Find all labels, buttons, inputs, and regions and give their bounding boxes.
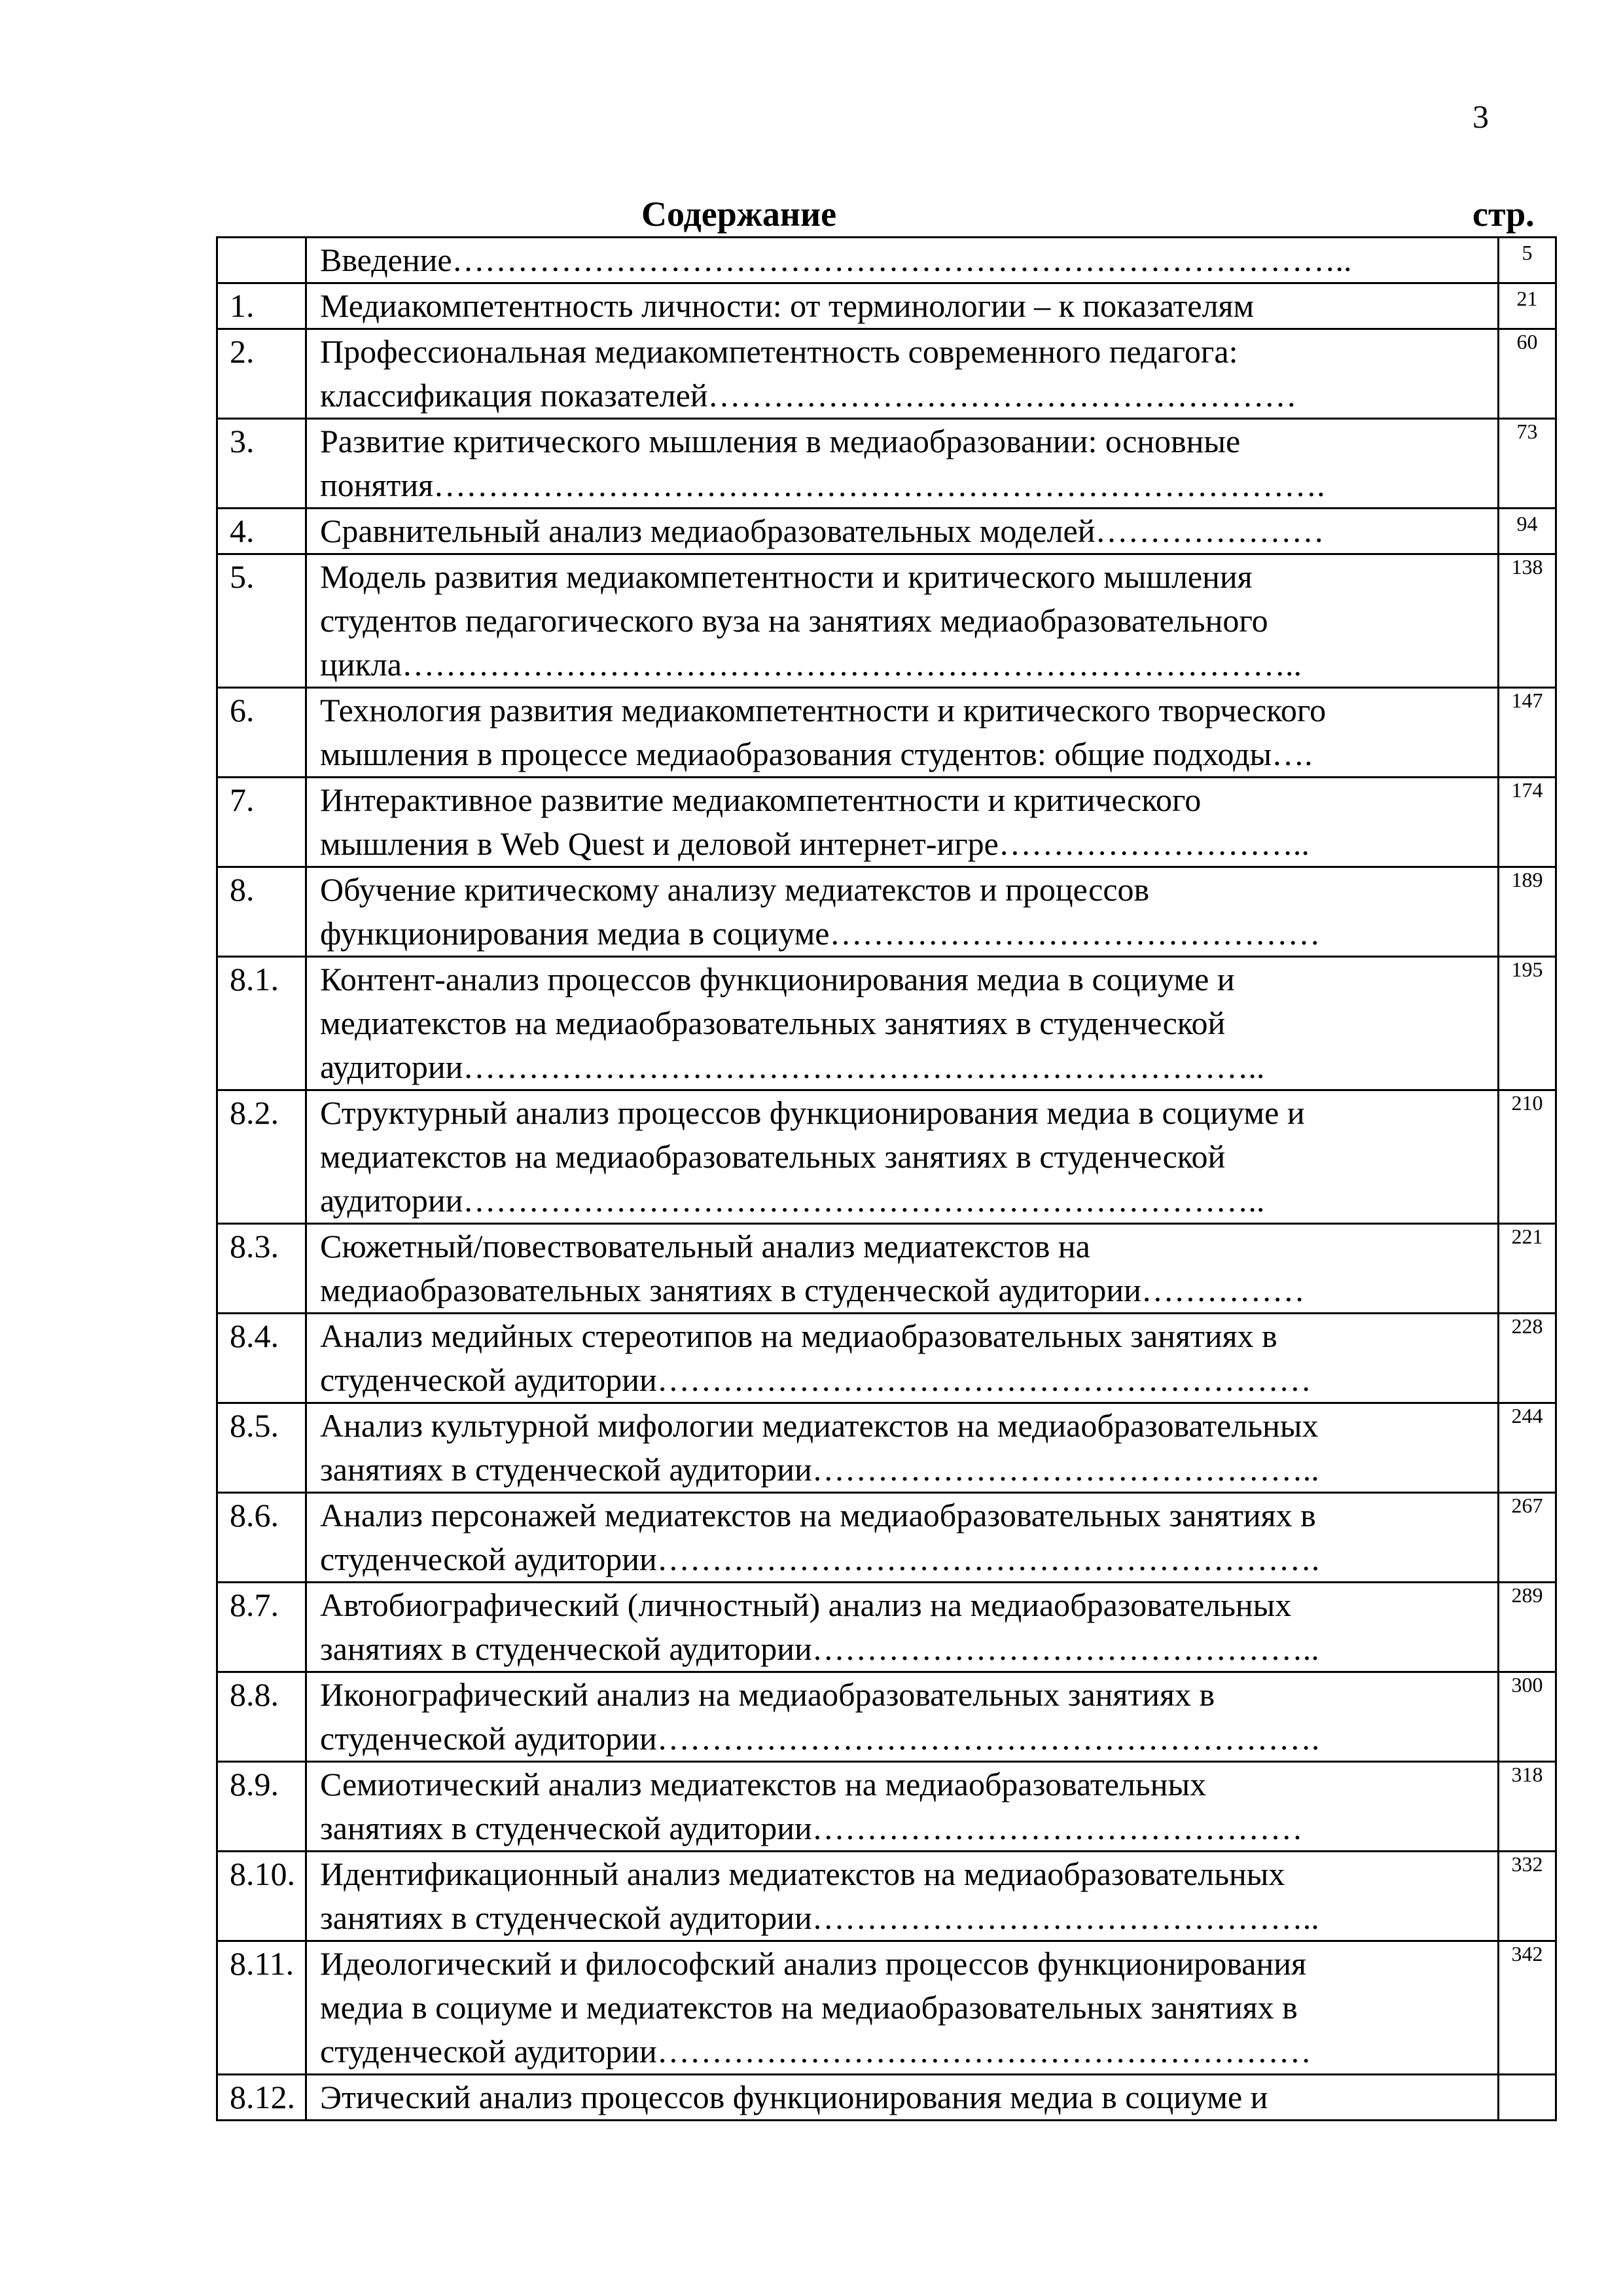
toc-body: [217, 238, 1556, 2121]
toc-entry-title: [306, 509, 1499, 554]
toc-entry-title-line: Этический анализ процессов функционирования медиа в социуме и: [320, 2079, 1268, 2115]
toc-entry-title: [306, 419, 1499, 509]
toc-entry-title-line: Развитие критического мышления в медиаобразовании: основные: [320, 423, 1241, 459]
toc-row: [217, 554, 1556, 688]
toc-entry-number: 8.6.: [217, 1493, 306, 1583]
toc-entry-title-line: аудитории………………………………………………………………..: [320, 1182, 1265, 1219]
toc-entry-title: [306, 1762, 1499, 1852]
toc-entry-title-line: цикла………………………………………………………………………..: [320, 646, 1302, 683]
toc-entry-title-line: Структурный анализ процессов функционирования медиа в социуме и: [320, 1094, 1305, 1131]
toc-row: [217, 1762, 1556, 1852]
toc-row: [217, 419, 1556, 509]
toc-row: [217, 283, 1556, 329]
toc-row: [217, 329, 1556, 419]
toc-entry-number: 8.8.: [217, 1672, 306, 1762]
toc-entry-title-line: Контент-анализ процессов функционирования медиа в социуме и: [320, 961, 1235, 997]
toc-entry-page: 5: [1499, 238, 1556, 283]
toc-entry-title: [306, 329, 1499, 419]
toc-entry-title-line: Идентификационный анализ медиатекстов на медиаобразовательных: [320, 1856, 1285, 1892]
page-number: 3: [1472, 98, 1489, 135]
toc-entry-title-line: занятиях в студенческой аудитории………………………………………: [320, 1810, 1303, 1846]
toc-entry-page: 195: [1499, 957, 1556, 1090]
toc-entry-number: 8.3.: [217, 1224, 306, 1314]
toc-row: [217, 1852, 1556, 1941]
toc-entry-page: 318: [1499, 1762, 1556, 1852]
toc-entry-number: 8.: [217, 867, 306, 957]
toc-entry-number: 1.: [217, 283, 306, 329]
toc-entry-title-line: Анализ персонажей медиатекстов на медиаобразовательных занятиях в: [320, 1497, 1316, 1534]
toc-entry-page: 289: [1499, 1583, 1556, 1672]
toc-row: [217, 867, 1556, 957]
toc-entry-page: 174: [1499, 778, 1556, 867]
toc-entry-title-line: Анализ медийных стереотипов на медиаобразовательных занятиях в: [320, 1318, 1277, 1354]
toc-entry-page: 138: [1499, 554, 1556, 688]
toc-row: [217, 238, 1556, 283]
toc-entry-title-line: Идеологический и философский анализ процессов функционирования: [320, 1945, 1306, 1982]
toc-entry-title-line: классификация показателей………………………………………………: [320, 377, 1297, 414]
toc-entry-title: [306, 554, 1499, 688]
toc-entry-number: 8.5.: [217, 1403, 306, 1493]
toc-entry-title-line: студенческой аудитории……………………………………………………: [320, 2033, 1311, 2070]
toc-entry-title-line: Семиотический анализ медиатекстов на медиаобразовательных: [320, 1766, 1207, 1803]
toc-entry-title-line: Технология развития медиакомпетентности и критического творческого: [320, 692, 1327, 728]
toc-title: Содержание: [641, 194, 837, 234]
toc-entry-title-line: занятиях в студенческой аудитории………………………………………..: [320, 1899, 1319, 1936]
toc-entry-number: 8.9.: [217, 1762, 306, 1852]
toc-entry-number: 2.: [217, 329, 306, 419]
toc-entry-title: [306, 957, 1499, 1090]
toc-entry-number: 8.10.: [217, 1852, 306, 1941]
toc-entry-title: [306, 688, 1499, 778]
toc-entry-page: 21: [1499, 283, 1556, 329]
toc-entry-page: 221: [1499, 1224, 1556, 1314]
toc-entry-title-line: медиа в социуме и медиатекстов на медиаобразовательных занятиях в: [320, 1989, 1298, 2026]
toc-entry-title: [306, 283, 1499, 329]
toc-entry-title-line: медиаобразовательных занятиях в студенческой аудитории……………: [320, 1272, 1305, 1308]
toc-entry-title-line: Обучение критическому анализу медиатекстов и процессов: [320, 871, 1150, 908]
toc-entry-number: 5.: [217, 554, 306, 688]
toc-entry-title-line: Сравнительный анализ медиаобразовательных моделей…………………: [320, 512, 1325, 549]
toc-entry-title: [306, 1672, 1499, 1762]
toc-entry-title-line: Введение………………………………………………………………………..: [320, 242, 1352, 278]
table-of-contents: [216, 236, 1557, 2121]
toc-entry-page: 147: [1499, 688, 1556, 778]
toc-entry-title: [306, 1403, 1499, 1493]
toc-entry-page: 228: [1499, 1314, 1556, 1403]
toc-entry-title-line: понятия……………………………………………………………………….: [320, 467, 1325, 503]
toc-entry-title: [306, 2075, 1499, 2121]
toc-entry-title-line: Иконографический анализ на медиаобразовательных занятиях в: [320, 1676, 1215, 1713]
toc-row: [217, 1224, 1556, 1314]
toc-entry-title: [306, 778, 1499, 867]
toc-entry-title-line: аудитории………………………………………………………………..: [320, 1049, 1265, 1085]
toc-page-column-header: стр.: [1472, 194, 1535, 234]
toc-entry-title-line: медиатекстов на медиаобразовательных занятиях в студенческой: [320, 1138, 1226, 1175]
toc-entry-number: 4.: [217, 509, 306, 554]
toc-entry-number: 8.12.: [217, 2075, 306, 2121]
toc-entry-page: 267: [1499, 1493, 1556, 1583]
toc-entry-title: [306, 867, 1499, 957]
toc-entry-page: 189: [1499, 867, 1556, 957]
toc-row: [217, 1583, 1556, 1672]
toc-entry-title: [306, 1583, 1499, 1672]
toc-entry-page: 94: [1499, 509, 1556, 554]
toc-row: [217, 1941, 1556, 2075]
toc-entry-number: 8.2.: [217, 1090, 306, 1224]
toc-entry-number: 8.4.: [217, 1314, 306, 1403]
toc-row: [217, 1672, 1556, 1762]
toc-row: [217, 1314, 1556, 1403]
toc-entry-title-line: Интерактивное развитие медиакомпетентности и критического: [320, 781, 1202, 818]
toc-entry-title-line: Медиакомпетентность личности: от терминологии – к показателям: [320, 287, 1255, 324]
toc-row: [217, 688, 1556, 778]
toc-entry-page: 300: [1499, 1672, 1556, 1762]
toc-entry-number: [217, 238, 306, 283]
toc-entry-title-line: студенческой аудитории……………………………………………………: [320, 1361, 1311, 1398]
toc-entry-number: 6.: [217, 688, 306, 778]
toc-entry-title-line: Анализ культурной мифологии медиатекстов на медиаобразовательных: [320, 1407, 1319, 1444]
toc-entry-title-line: студенческой аудитории…………………………………………………….: [320, 1541, 1320, 1577]
toc-entry-page: 332: [1499, 1852, 1556, 1941]
toc-row: [217, 1403, 1556, 1493]
toc-row: [217, 778, 1556, 867]
toc-row: [217, 957, 1556, 1090]
toc-entry-title: [306, 1314, 1499, 1403]
toc-entry-title-line: Модель развития медиакомпетентности и критического мышления: [320, 558, 1253, 595]
toc-entry-page: 60: [1499, 329, 1556, 419]
toc-entry-number: 7.: [217, 778, 306, 867]
toc-entry-number: 8.1.: [217, 957, 306, 1090]
toc-entry-page: 244: [1499, 1403, 1556, 1493]
toc-entry-title: [306, 1941, 1499, 2075]
toc-entry-page: 342: [1499, 1941, 1556, 2075]
toc-row: [217, 1493, 1556, 1583]
toc-entry-page: 73: [1499, 419, 1556, 509]
toc-entry-title-line: занятиях в студенческой аудитории………………………………………..: [320, 1630, 1319, 1667]
toc-entry-title-line: Автобиографический (личностный) анализ на медиаобразовательных: [320, 1587, 1292, 1623]
toc-entry-title-line: Сюжетный/повествовательный анализ медиатекстов на: [320, 1228, 1090, 1265]
toc-entry-number: 8.7.: [217, 1583, 306, 1672]
toc-entry-title: [306, 1224, 1499, 1314]
toc-entry-title-line: студенческой аудитории…………………………………………………….: [320, 1720, 1320, 1757]
toc-entry-title-line: медиатекстов на медиаобразовательных занятиях в студенческой: [320, 1005, 1226, 1041]
toc-entry-title: [306, 1090, 1499, 1224]
toc-row: [217, 2075, 1556, 2121]
toc-entry-page: [1499, 2075, 1556, 2121]
toc-entry-page: 210: [1499, 1090, 1556, 1224]
toc-entry-title: [306, 1852, 1499, 1941]
toc-entry-number: 3.: [217, 419, 306, 509]
toc-row: [217, 509, 1556, 554]
toc-entry-number: 8.11.: [217, 1941, 306, 2075]
toc-entry-title-line: занятиях в студенческой аудитории………………………………………..: [320, 1451, 1319, 1488]
toc-entry-title: [306, 1493, 1499, 1583]
toc-entry-title-line: мышления в процессе медиаобразования студентов: общие подходы….: [320, 736, 1313, 772]
toc-entry-title-line: функционирования медиа в социуме………………………………………: [320, 915, 1321, 952]
toc-entry-title-line: студентов педагогического вуза на занятиях медиаобразовательного: [320, 602, 1268, 639]
toc-entry-title: [306, 238, 1499, 283]
toc-row: [217, 1090, 1556, 1224]
toc-entry-title-line: мышления в Web Quest и деловой интернет-игре………………………..: [320, 825, 1310, 862]
toc-entry-title-line: Профессиональная медиакомпетентность современного педагога:: [320, 333, 1238, 370]
